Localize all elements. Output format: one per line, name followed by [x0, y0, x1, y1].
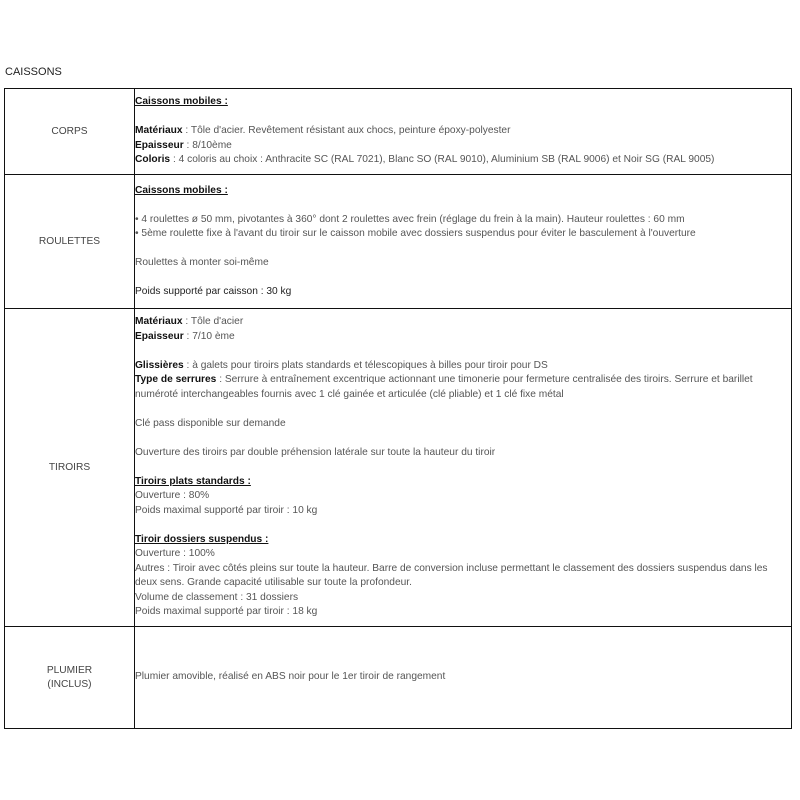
- tiroirs-ouverture-desc: Ouverture des tiroirs par double préhension latérale sur toute la hauteur du tiroir: [135, 446, 496, 458]
- tiroirs-plats-ouverture: Ouverture : 80%: [135, 490, 210, 502]
- tiroirs-cle-pass: Clé pass disponible sur demande: [135, 417, 286, 429]
- row-content-roulettes: [135, 175, 792, 309]
- tiroirs-dossiers-poids: Poids maximal supporté par tiroir : 18 kg: [135, 606, 318, 618]
- corps-coloris-key: Coloris: [135, 154, 171, 166]
- roulettes-heading: Caissons mobiles :: [135, 184, 228, 196]
- plumier-label-line2: (INCLUS): [47, 678, 92, 690]
- tiroirs-dossiers-heading: Tiroir dossiers suspendus :: [135, 533, 269, 545]
- tiroirs-dossiers-volume: Volume de classement : 31 dossiers: [135, 591, 299, 603]
- tiroirs-serrures-key: Type de serrures: [135, 374, 217, 386]
- corps-epaisseur-value: : 8/10ème: [183, 139, 232, 151]
- tiroirs-dossiers-autres: Autres : Tiroir avec côtés pleins sur toute la hauteur. Barre de conversion incluse permettant le classement des dossiers suspendus dans les deux sens. Grande capacité utilisable sur toute la profondeur.: [135, 562, 768, 589]
- page-title: CAISSONS: [5, 66, 62, 78]
- corps-heading: Caissons mobiles :: [135, 96, 228, 108]
- row-content-corps: [135, 89, 792, 175]
- corps-epaisseur-key: Epaisseur: [135, 139, 184, 151]
- row-label-corps: CORPS: [5, 89, 135, 175]
- tiroirs-dossiers-ouverture: Ouverture : 100%: [135, 548, 215, 560]
- table-row-plumier: [5, 627, 792, 729]
- tiroirs-plats-heading: Tiroirs plats standards :: [135, 475, 251, 487]
- plumier-text: Plumier amovible, réalisé en ABS noir pour le 1er tiroir de rangement: [135, 671, 446, 683]
- tiroirs-glissieres-key: Glissières: [135, 359, 184, 371]
- tiroirs-serrures-value: : Serrure à entraînement excentrique actionnant une timonerie pour fermeture centralisée des tiroirs. Serrure et barillet numéroté interchangeables fournis avec 1 clé gainée et articulée (clé pliable) et 1 clé fixe métal: [135, 374, 753, 400]
- roulettes-montage: Roulettes à monter soi-même: [135, 257, 269, 268]
- tiroirs-materiaux-value: : Tôle d'acier: [182, 316, 244, 328]
- roulettes-bullet-1: • 4 roulettes ø 50 mm, pivotantes à 360° dont 2 roulettes avec frein (réglage du frein à la main). Hauteur roulettes : 60 mm: [135, 213, 685, 225]
- tiroirs-glissieres-value: : à galets pour tiroirs plats standards et télescopiques à billes pour tiroir pour DS: [183, 359, 548, 371]
- roulettes-bullet-2: • 5ème roulette fixe à l'avant du tiroir sur le caisson mobile avec dossiers suspendus pour éviter le basculement à l'ouverture: [135, 228, 696, 239]
- row-content-plumier: [135, 627, 792, 729]
- row-label-tiroirs: TIROIRS: [5, 309, 135, 627]
- table-row-corps: [5, 89, 792, 175]
- tiroirs-epaisseur-key: Epaisseur: [135, 330, 184, 342]
- spec-table: [4, 88, 792, 729]
- roulettes-poids: Poids supporté par caisson : 30 kg: [135, 286, 292, 297]
- tiroirs-epaisseur-value: : 7/10 ème: [183, 330, 235, 342]
- table-row-tiroirs: [5, 309, 792, 627]
- tiroirs-materiaux-key: Matériaux: [135, 316, 183, 328]
- corps-materiaux-value: : Tôle d'acier. Revêtement résistant aux chocs, peinture époxy-polyester: [182, 125, 511, 137]
- row-content-tiroirs: [135, 309, 792, 627]
- plumier-label-line1: PLUMIER: [46, 664, 93, 676]
- corps-materiaux-key: Matériaux: [135, 125, 183, 137]
- corps-coloris-value: : 4 coloris au choix : Anthracite SC (RAL 7021), Blanc SO (RAL 9010), Aluminium SB (RAL 9006) et Noir SG (RAL 9005): [170, 154, 715, 166]
- tiroirs-plats-poids: Poids maximal supporté par tiroir : 10 kg: [135, 504, 318, 516]
- table-row-roulettes: [5, 175, 792, 309]
- row-label-plumier: [5, 627, 135, 729]
- row-label-roulettes: ROULETTES: [5, 175, 135, 309]
